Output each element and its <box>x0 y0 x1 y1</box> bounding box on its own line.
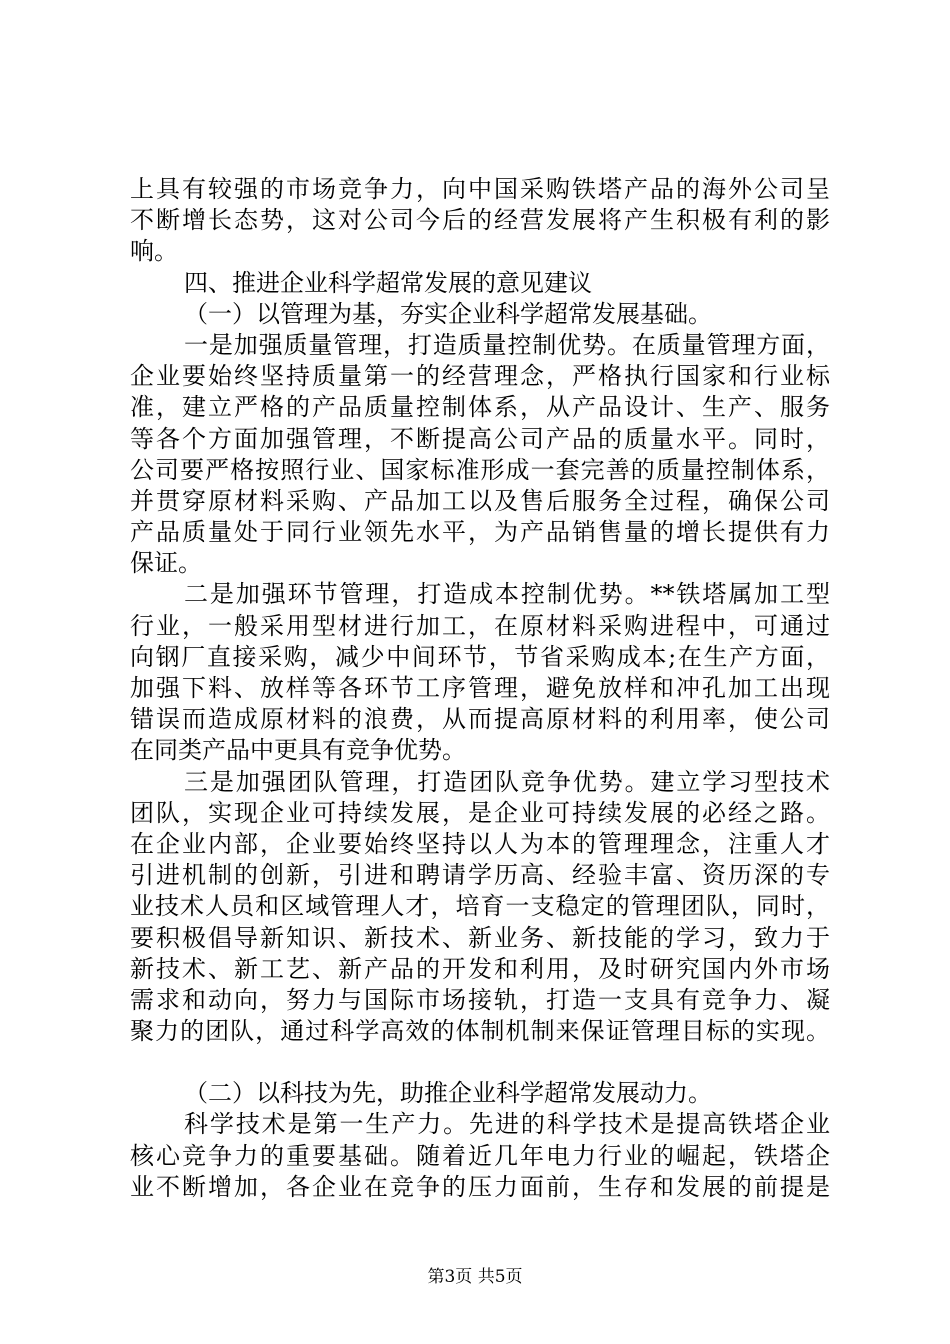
paragraph-line: 响。 <box>130 237 178 266</box>
paragraph-gap <box>130 1047 830 1078</box>
paragraph-line: 并贯穿原材料采购、产品加工以及售后服务全过程，确保公司 <box>130 486 830 515</box>
paragraph-line: 在企业内部，企业要始终坚持以人为本的管理理念，注重人才 <box>130 829 830 858</box>
section-heading: 四、推进企业科学超常发展的意见建议 <box>184 268 592 297</box>
document-body <box>130 174 830 1203</box>
paragraph-line: 在同类产品中更具有竞争优势。 <box>130 736 466 765</box>
paragraph-line: 产品质量处于同行业领先水平，为产品销售量的增长提供有力 <box>130 518 830 547</box>
paragraph-line: 业不断增加，各企业在竞争的压力面前，生存和发展的前提是 <box>130 1172 830 1201</box>
paragraph-line: 一是加强质量管理，打造质量控制优势。在质量管理方面， <box>184 330 830 359</box>
paragraph-line: 上具有较强的市场竞争力，向中国采购铁塔产品的海外公司呈 <box>130 175 830 203</box>
paragraph-line: 不断增长态势，这对公司今后的经营发展将产生积极有利的影 <box>130 206 830 235</box>
paragraph-line: 企业要始终坚持质量第一的经营理念，严格执行国家和行业标 <box>130 362 830 391</box>
paragraph-line: 准，建立严格的产品质量控制体系，从产品设计、生产、服务 <box>130 393 830 422</box>
paragraph-line: 要积极倡导新知识、新技术、新业务、新技能的学习，致力于 <box>130 923 830 952</box>
paragraph-line: 加强下料、放样等各环节工序管理，避免放样和冲孔加工出现 <box>130 674 830 702</box>
paragraph-line: 业技术人员和区域管理人才，培育一支稳定的管理团队，同时， <box>130 892 830 921</box>
subsection-heading: （一）以管理为基，夯实企业科学超常发展基础。 <box>184 299 712 328</box>
paragraph-line: 需求和动向，努力与国际市场接轨，打造一支具有竞争力、凝 <box>130 985 830 1014</box>
page-footer: 第3页 共5页 <box>427 1267 523 1287</box>
paragraph-line: 新技术、新工艺、新产品的开发和利用，及时研究国内外市场 <box>130 954 830 983</box>
paragraph-line: 核心竞争力的重要基础。随着近几年电力行业的崛起，铁塔企 <box>130 1141 830 1170</box>
paragraph-line: 保证。 <box>130 549 202 578</box>
paragraph-line: 行业，一般采用型材进行加工，在原材料采购进程中，可通过 <box>130 611 830 640</box>
paragraph-line: 科学技术是第一生产力。先进的科学技术是提高铁塔企业 <box>184 1110 830 1139</box>
subsection-heading: （二）以科技为先，助推企业科学超常发展动力。 <box>184 1079 712 1108</box>
paragraph-line: 向钢厂直接采购，减少中间环节，节省采购成本;在生产方面， <box>130 642 830 671</box>
paragraph-line: 聚力的团队，通过科学高效的体制机制来保证管理目标的实现。 <box>130 1017 830 1046</box>
paragraph-line: 引进机制的创新，引进和聘请学历高、经验丰富、资历深的专 <box>130 861 830 890</box>
paragraph-line: 等各个方面加强管理，不断提高公司产品的质量水平。同时， <box>130 424 830 453</box>
paragraph-line: 二是加强环节管理，打造成本控制优势。**铁塔属加工型 <box>184 580 830 609</box>
paragraph-line: 错误而造成原材料的浪费，从而提高原材料的利用率，使公司 <box>130 705 830 734</box>
paragraph-line: 三是加强团队管理，打造团队竞争优势。建立学习型技术 <box>184 767 830 796</box>
paragraph-line: 团队，实现企业可持续发展，是企业可持续发展的必经之路。 <box>130 798 830 827</box>
paragraph-line: 公司要严格按照行业、国家标准形成一套完善的质量控制体系， <box>130 455 830 484</box>
